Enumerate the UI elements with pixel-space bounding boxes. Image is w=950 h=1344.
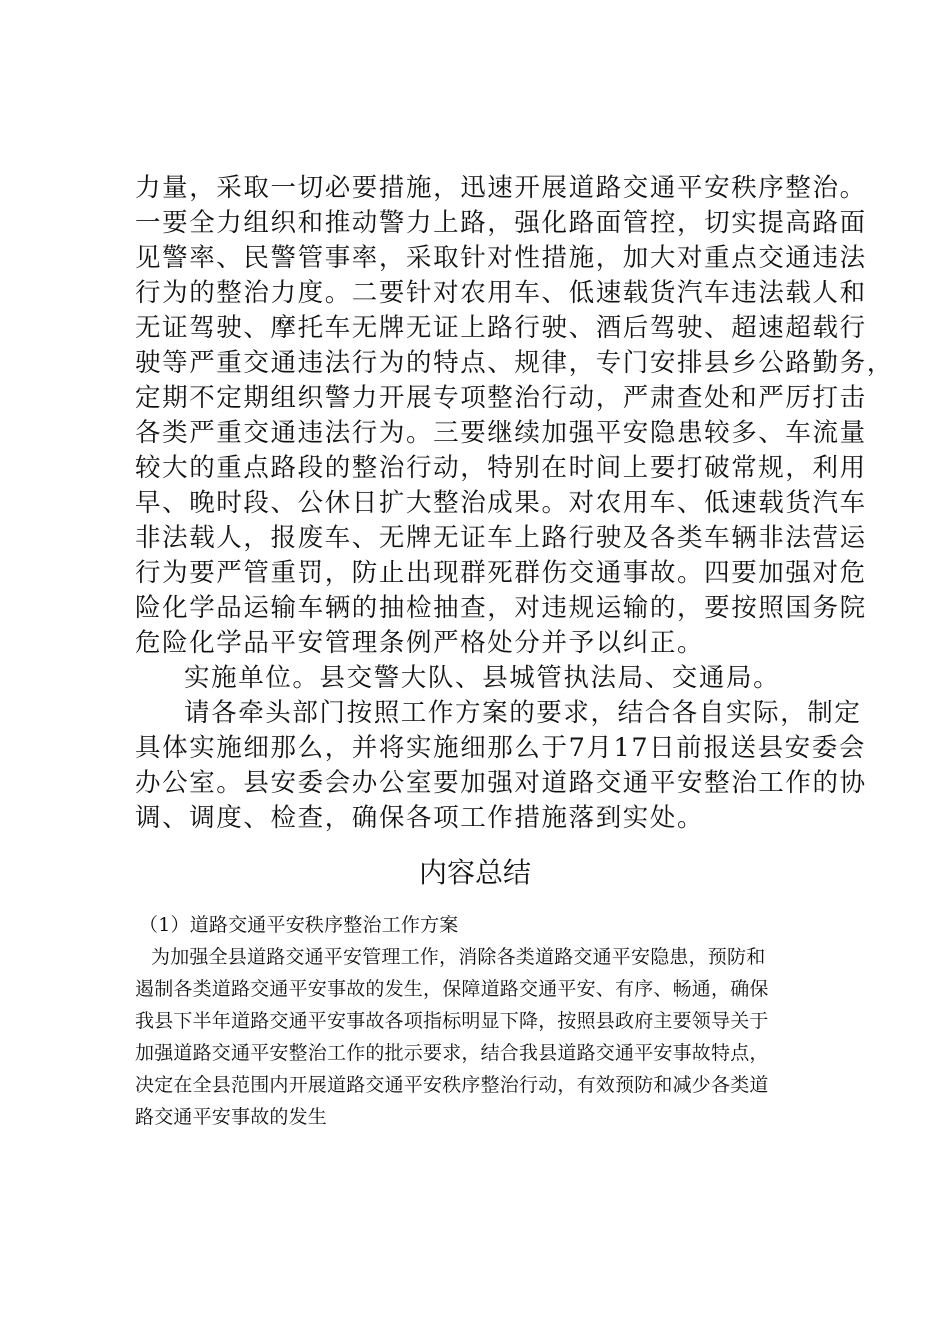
summary-heading: （1）道路交通平安秩序整治工作方案 (139, 914, 459, 936)
body-line: 危险化学品平安管理条例严格处分并予以纠正。 (135, 628, 705, 658)
body-line: 具体实施细那么，并将实施细那么于7月17日前报送县安委会 (135, 733, 866, 763)
body-line: 无证驾驶、摩托车无牌无证上路行驶、酒后驾驶、超速超载行 (135, 313, 867, 343)
body-line: 调、调度、检查，确保各项工作措施落到实处。 (135, 803, 705, 833)
body-line: 实施单位。县交警大队、县城管执法局、交通局。 (184, 663, 781, 693)
body-line: 力量，采取一切必要措施，迅速开展道路交通平安秩序整治。 (135, 173, 867, 203)
body-line: 早、晚时段、公休日扩大整治成果。对农用车、低速载货汽车 (135, 488, 867, 518)
body-line: 办公室。县安委会办公室要加强对道路交通平安整治工作的协 (135, 768, 867, 798)
body-line: 见警率、民警管事率，采取针对性措施，加大对重点交通违法 (135, 243, 867, 273)
body-line: 一要全力组织和推动警力上路，强化路面管控，切实提高路面 (135, 208, 867, 238)
body-line: 险化学品运输车辆的抽检抽查，对违规运输的，要按照国务院 (135, 593, 867, 623)
summary-line: 路交通平安事故的发生 (135, 1106, 328, 1128)
body-line: 驶等严重交通违法行为的特点、规律，专门安排县乡公路勤务， (135, 348, 894, 378)
body-line: 请各牵头部门按照工作方案的要求，结合各自实际，制定 (184, 698, 862, 728)
summary-line: 决定在全县范围内开展道路交通平安秩序整治行动，有效预防和减少各类道 (135, 1074, 769, 1096)
summary-line: 遏制各类道路交通平安事故的发生，保障道路交通平安、有序、畅通，确保 (135, 978, 769, 1000)
body-line: 行为的整治力度。二要针对农用车、低速载货汽车违法载人和 (135, 278, 867, 308)
body-line: 各类严重交通违法行为。三要继续加强平安隐患较多、车流量 (135, 418, 867, 448)
summary-title: 内容总结 (418, 856, 531, 889)
body-line: 较大的重点路段的整治行动，特别在时间上要打破常规，利用 (135, 453, 867, 483)
summary-line: 加强道路交通平安整治工作的批示要求，结合我县道路交通平安事故特点， (135, 1042, 769, 1064)
body-line: 定期不定期组织警力开展专项整治行动，严肃查处和严厉打击 (135, 383, 867, 413)
body-line: 非法载人，报废车、无牌无证车上路行驶及各类车辆非法营运 (135, 523, 867, 553)
summary-line: 为加强全县道路交通平安管理工作，消除各类道路交通平安隐患，预防和 (151, 946, 766, 968)
summary-line: 我县下半年道路交通平安事故各项指标明显下降，按照县政府主要领导关于 (135, 1010, 769, 1032)
body-line: 行为要严管重罚，防止出现群死群伤交通事故。四要加强对危 (135, 558, 867, 588)
